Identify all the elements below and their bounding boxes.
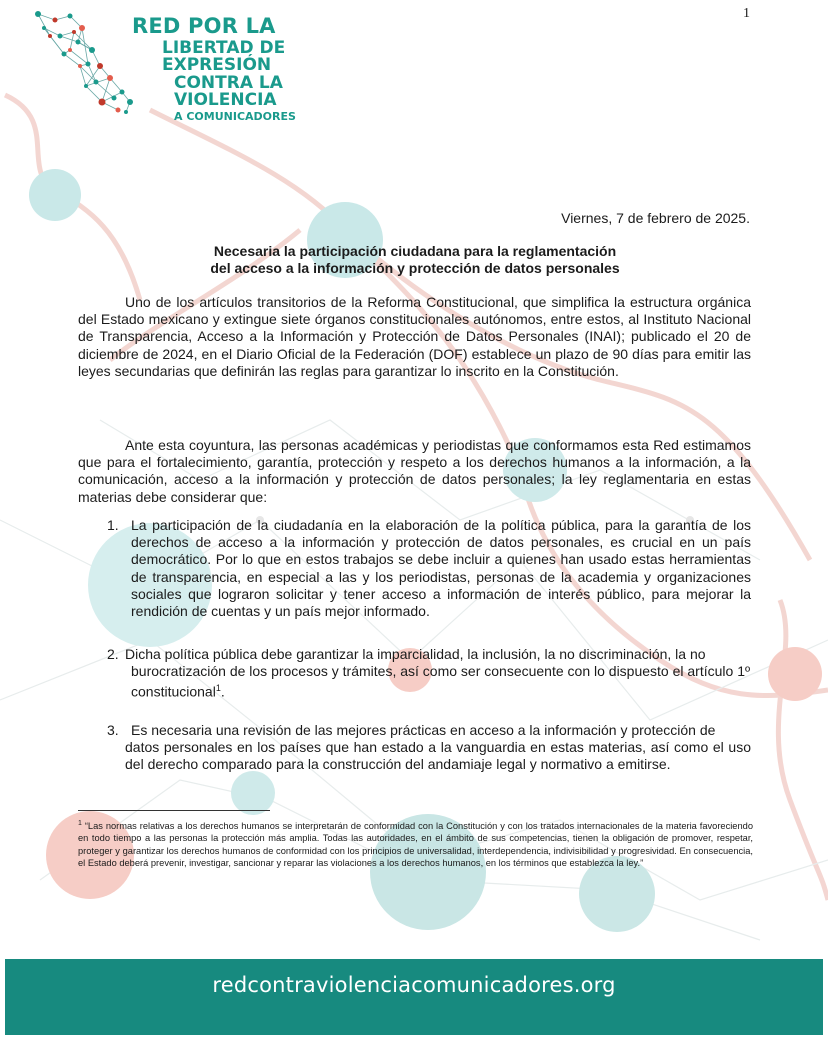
logo-line-1: RED POR LA (132, 14, 276, 38)
footnote-reference: 1 (215, 683, 221, 694)
title-line-2: del acceso a la información y protección de datos personales (210, 260, 620, 276)
footnote-divider (78, 810, 270, 811)
list-item-2-text (131, 663, 751, 701)
list-item-3-lead: Es necesaria una revisión de las mejores prácticas en acceso a la información y protección de (131, 722, 716, 738)
paragraph-1: Uno de los artículos transitorios de la Reforma Constitucional, que simplifica la estructura orgánica del Estado mexicano y extingue siete órganos constitucionales autónomos, entre estos, al Instituto Nacional de Transparencia, Acceso a la Información y Protección de Datos Personales (INAI); publicado el 20 de diciembre de 2024, en el Diario Oficial de la Federación (DOF) establece un plazo de 90 días para emitir las leyes secundarias que definirán las reglas para garantizar lo inscrito en la Constitución. (78, 294, 751, 379)
list-item-1-text: La participación de la ciudadanía en la elaboración de la política pública, para la garantía de los derechos de acceso a la información y protección de datos personales, es crucial en un país democrático. Por lo que en estos trabajos se debe incluir a quienes han usado estas herramientas de transparencia, en especial a las y los periodistas, personas de la academia y organizaciones sociales que lograron solicitar y tener acceso a información de interés público, para mejorar la rendición de cuentas y un país mejor informado. (131, 517, 751, 620)
list-item-2-number: 2. (107, 646, 119, 662)
website-link[interactable]: redcontraviolenciacomunicadores.org (212, 973, 616, 997)
list-item-3-number: 3. (107, 722, 119, 738)
footnote-mark: 1 (78, 820, 82, 827)
logo-line-3: CONTRA LA VIOLENCIA (174, 73, 283, 110)
logo-line-4: A COMUNICADORES (174, 110, 296, 123)
logo-wordmark (132, 16, 330, 122)
list-item-1-number: 1. (107, 517, 119, 533)
mexico-network-map-icon (30, 6, 140, 126)
document-date: Viernes, 7 de febrero de 2025. (561, 210, 750, 226)
list-item-2-tail: . (220, 683, 225, 700)
list-item-3-text: datos personales en los países que han estado a la vanguardia en estas materias, así como el uso del derecho comparado para la construcción del andamiaje legal y normativo a emitirse. (125, 739, 751, 773)
list-item-2-body: burocratización de los procesos y trámites, así como ser consecuente con lo dispuesto el artículo 1º constitucional (131, 663, 751, 700)
footer-banner (5, 959, 823, 1035)
logo-line-2: LIBERTAD DE EXPRESIÓN (162, 38, 286, 75)
document-title (60, 243, 770, 277)
organization-logo (30, 6, 330, 126)
list-item-2-lead: Dicha política pública debe garantizar la imparcialidad, la inclusión, la no discriminación, la no (125, 646, 706, 662)
paragraph-2: Ante esta coyuntura, las personas académicas y periodistas que conformamos esta Red estimamos que para el fortalecimiento, garantía, protección y respeto a los derechos humanos a la información, a la comunicación, acceso a la información y protección de datos personales; la ley reglamentaria en estas materias debe considerar que: (78, 437, 751, 505)
footnote (78, 818, 753, 869)
footnote-text: “Las normas relativas a los derechos humanos se interpretarán de conformidad con la Constitución y con los tratados internacionales de la materia favoreciendo en todo tiempo a las personas la protección más amplia. Todas las autoridades, en el ámbito de sus competencias, tienen la obligación de promover, respetar, proteger y garantizar los derechos humanos de conformidad con los principios de universalidad, interdependencia, indivisibilidad y progresividad. En consecuencia, el Estado deberá prevenir, investigar, sancionar y reparar las violaciones a los derechos humanos, en los términos que establezca la ley.” (78, 821, 753, 868)
title-line-1: Necesaria la participación ciudadana para la reglamentación (213, 243, 617, 259)
page-number: 1 (743, 6, 750, 21)
